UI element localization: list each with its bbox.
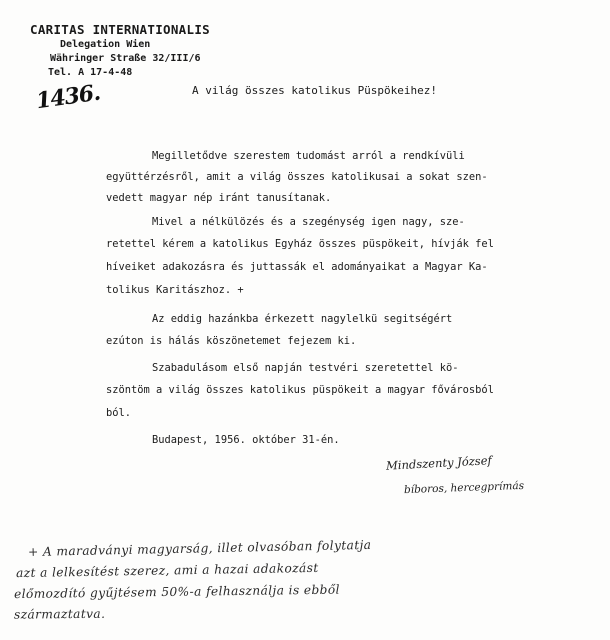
handwritten-reference-number: 1436. [34,79,102,115]
handwritten-note-line: származtatva. [13,606,106,622]
body-line: szöntöm a világ összes katolikus püspökeit a magyar fővárosból [106,384,494,396]
body-line: tolikus Karitászhoz. + [106,284,244,296]
letterhead-address: Währinger Straße 32/III/6 [50,53,201,64]
body-line: Megilletődve szerestem tudomást arról a rendkívüli [152,150,465,162]
date-line: Budapest, 1956. október 31-én. [152,434,340,446]
body-line: ból. [106,407,132,419]
letterhead-stamp [30,22,220,80]
body-line: Az eddig hazánkba érkezett nagylelkü segitségért [152,313,453,325]
handwritten-note [14,535,604,623]
letterhead-delegation: Delegation Wien [60,39,151,50]
body-line: ezúton is hálás köszönetemet fejezem ki. [106,335,357,347]
handwritten-note-line: + A maradványi magyarság, illet olvasóban folytatja [27,537,372,560]
handwritten-note-line: azt a lelkesítést szerez, ami a hazai adakozást [15,560,319,581]
body-line: vedett magyar nép iránt tanusítanak. [106,192,332,204]
body-line: együttérzésről, amit a világ összes katolikusai a sokat szen- [106,171,488,183]
letter-title: A világ összes katolikus Püspökeihez! [192,84,438,97]
body-line: híveiket adakozásra és juttassák el adományaikat a Magyar Ka- [106,261,488,273]
handwritten-note-line: előmozdító gyűjtésem 50%-a felhasználja is ebből [13,582,340,602]
body-line: retettel kérem a katolikus Egyház összes püspökeit, hívják fel [106,238,494,250]
body-line: Szabadulásom első napján testvéri szeretettel kö- [152,362,459,374]
body-line: Mivel a nélkülözés és a szegénység igen nagy, sze- [152,216,465,228]
letterhead-organization: CARITAS INTERNATIONALIS [30,22,210,37]
signature-role: bíboros, hercegprímás [403,479,525,497]
signature-name: Mindszenty József [385,453,493,473]
letterhead-telephone: Tel. A 17-4-48 [48,67,133,78]
